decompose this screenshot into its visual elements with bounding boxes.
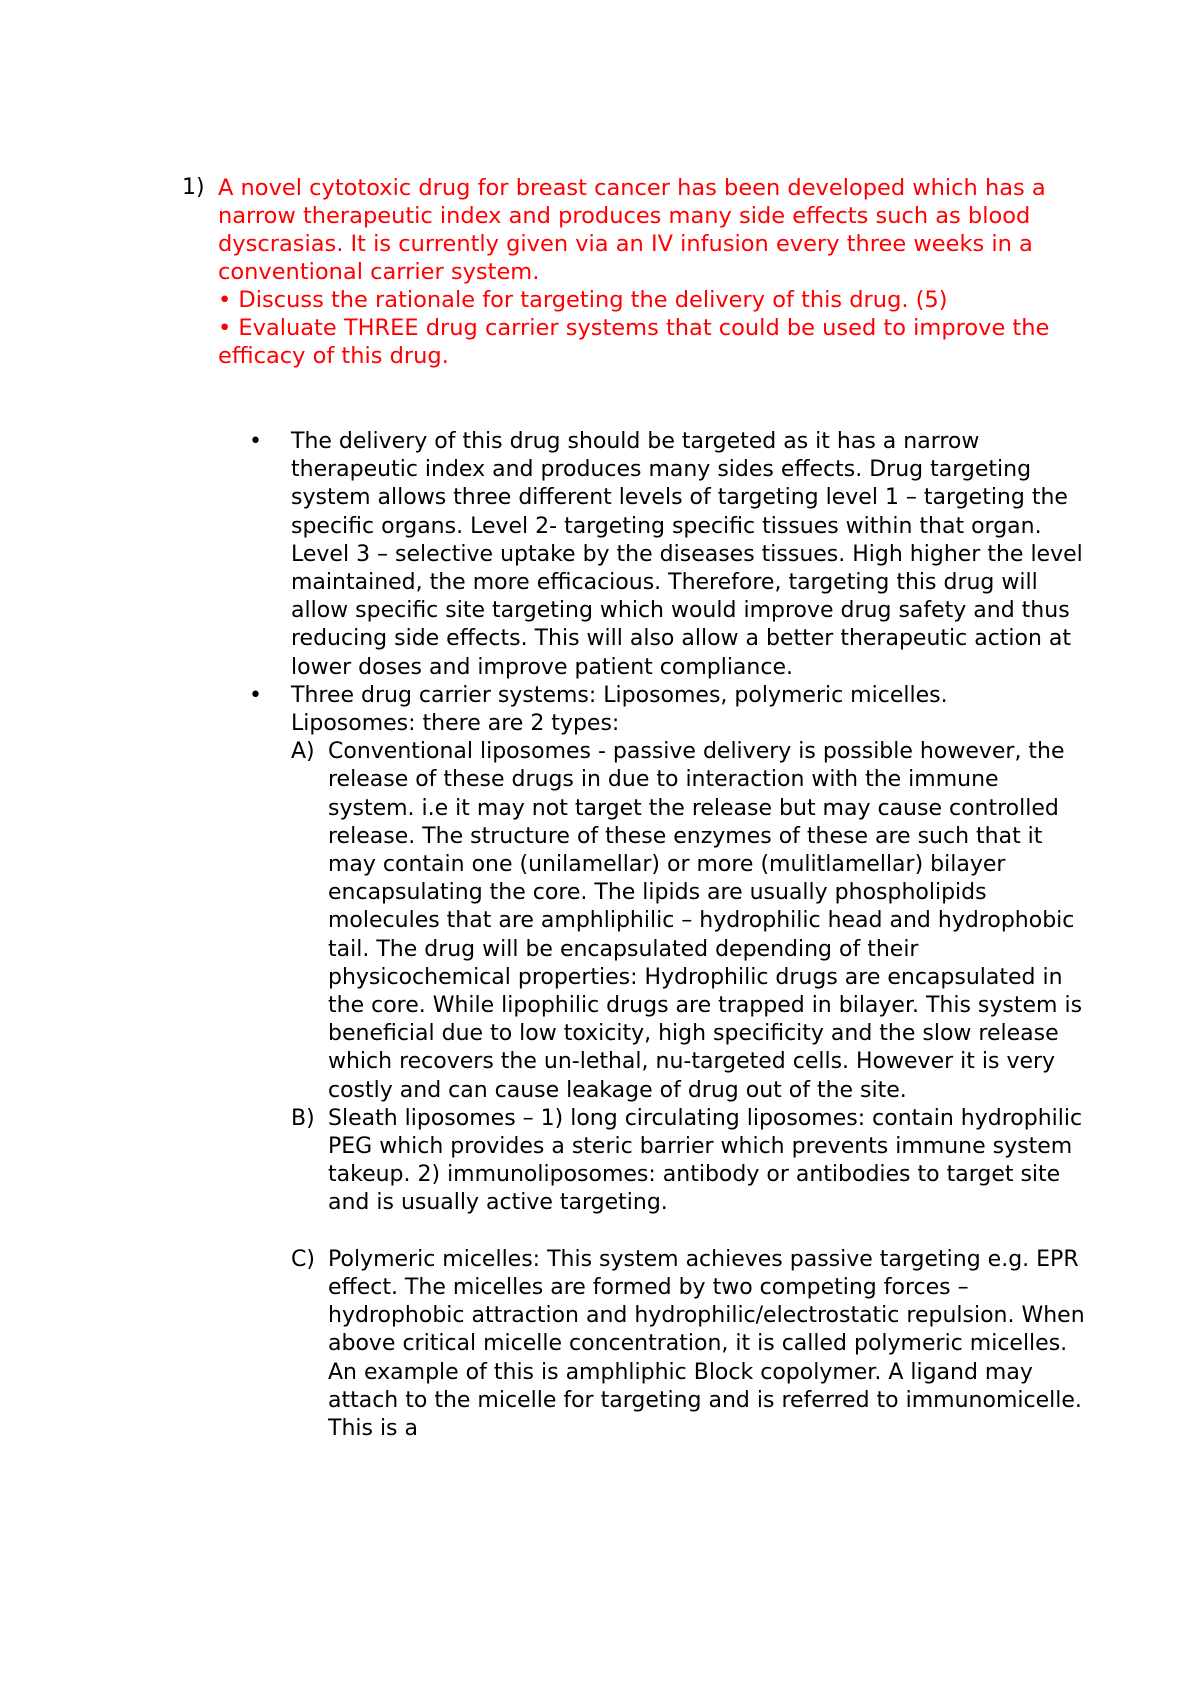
sub-item-stealth-liposomes <box>291 1105 1089 1218</box>
sub-item-letter: A) <box>291 739 315 765</box>
question-text <box>218 174 1062 370</box>
sub-item-letter: C) <box>291 1246 315 1272</box>
sub-item-letter: B) <box>291 1105 315 1131</box>
rationale-text: The delivery of this drug should be targeted as it has a narrow therapeutic index and produces many sides effects. Drug targeting system allows three different levels of targeting level 1 – targeting the specific organs. Level 2- targeting specific tissues within that organ. Level 3 – selective uptake by the diseases tissues. High higher the level maintained, the more efficacious. Therefore, targeting this drug will allow specific site targeting which would improve drug safety and thus reducing side effects. This will also allow a better therapeutic action at lower doses and improve patient compliance. <box>291 429 1083 680</box>
sub-item-conventional-liposomes <box>291 738 1089 1105</box>
question-block <box>182 174 1062 370</box>
question-part-1: • Discuss the rationale for targeting the delivery of this drug. (5) <box>218 287 948 313</box>
question-number: 1) <box>182 175 205 200</box>
stealth-liposomes-text: Sleath liposomes – 1) long circulating liposomes: contain hydrophilic PEG which provides a steric barrier which prevents immune system takeup. 2) immunoliposomes: antibody or antibodies to target site and is usually active targeting. <box>328 1105 1083 1216</box>
spacer <box>291 1218 1089 1246</box>
question-part-2: • Evaluate THREE drug carrier systems that could be used to improve the efficacy of this drug. <box>218 315 1050 369</box>
bullet-marker: • <box>249 429 262 454</box>
answer-bullet-carriers <box>249 682 1089 1443</box>
sub-item-polymeric-micelles <box>291 1246 1089 1443</box>
bullet-marker: • <box>249 682 262 708</box>
question-intro: A novel cytotoxic drug for breast cancer has been developed which has a narrow therapeutic index and produces many side effects such as blood dyscrasias. It is currently given via an IV infusion every three weeks in a conventional carrier system. <box>218 175 1046 285</box>
conventional-liposomes-text: Conventional liposomes - passive delivery is possible however, the release of these drugs in due to interaction with the immune system. i.e it may not target the release but may cause controlled release. The structure of these enzymes of these are such that it may contain one (unilamellar) or more (mulitlamellar) bilayer encapsulating the core. The lipids are usually phospholipids molecules that are amphliphilic – hydrophilic head and hydrophobic tail. The drug will be encapsulated depending of their physicochemical properties: Hydrophilic drugs are encapsulated in the core. While lipophilic drugs are trapped in bilayer. This system is beneficial due to low toxicity, high specificity and the slow release which recovers the un-lethal, nu-targeted cells. However it is very costly and can cause leakage of drug out of the site. <box>328 739 1083 1103</box>
answer-bullet-rationale <box>249 428 1089 682</box>
carriers-intro: Three drug carrier systems: Liposomes, polymeric micelles. <box>291 682 948 708</box>
polymeric-micelles-text: Polymeric micelles: This system achieves passive targeting e.g. EPR effect. The micelles are formed by two competing forces – hydrophobic attraction and hydrophilic/electrostatic repulsion. When above critical micelle concentration, it is called polymeric micelles. An example of this is amphliphic Block copolymer. A ligand may attach to the micelle for targeting and is referred to immunomicelle. This is a <box>328 1246 1085 1441</box>
answer-block <box>249 428 1089 1443</box>
liposomes-intro: Liposomes: there are 2 types: <box>291 711 620 737</box>
